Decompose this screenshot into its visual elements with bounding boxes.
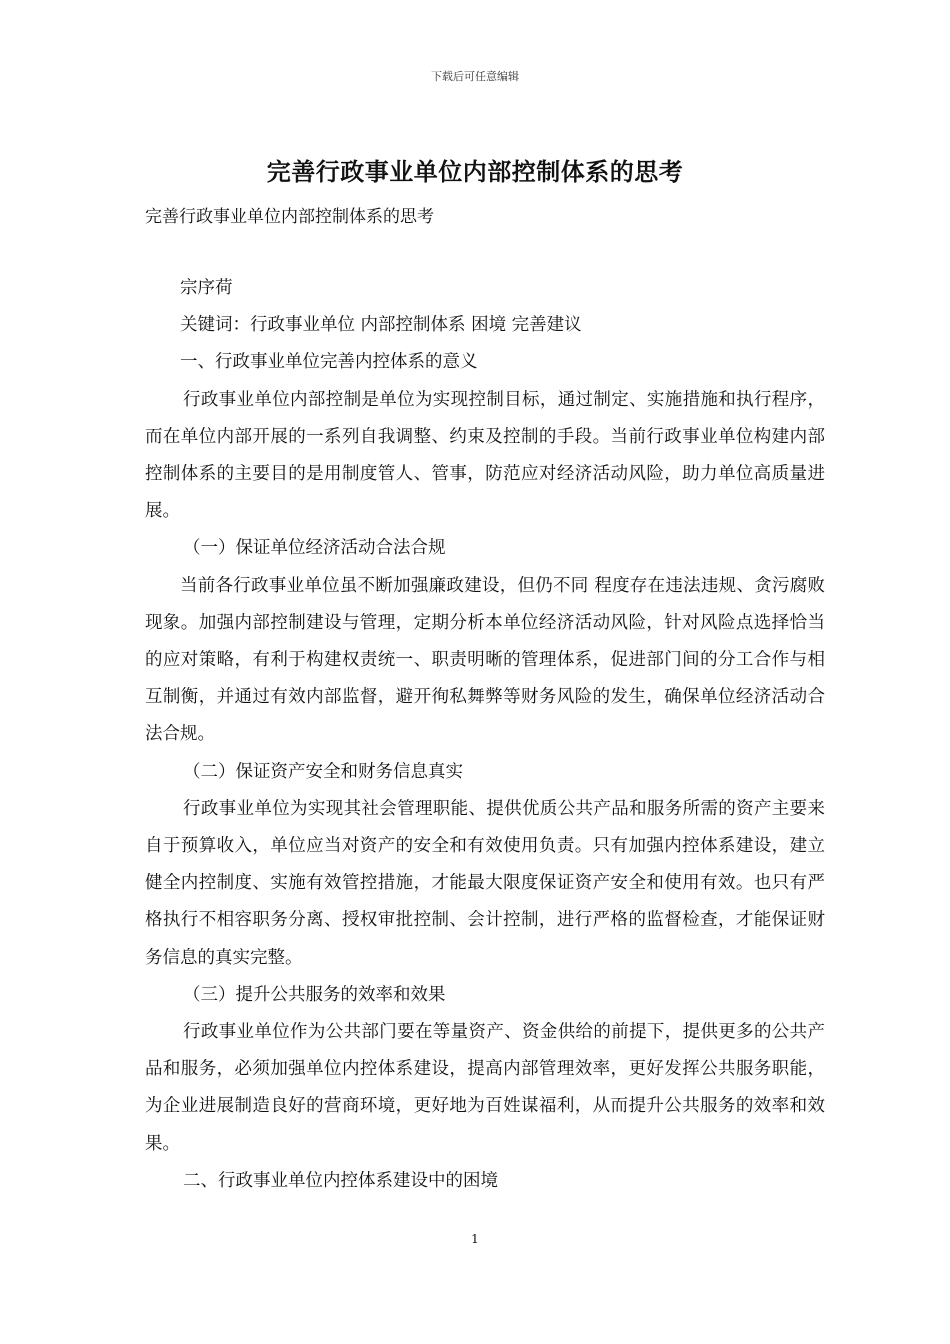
page-number: 1	[471, 1232, 479, 1246]
document-title: 完善行政事业单位内部控制体系的思考	[266, 157, 684, 186]
subsection-paragraph-3: 行政事业单位作为公共部门要在等量资产、资金供给的前提下，提供更多的公共产品和服务，必须加强单位内控体系建设，提高内部管理效率，更好发挥公共服务职能，为企业进展制造良好的营商环境，更好地为百姓谋福利，从而提升公共服务的效率和效果。	[145, 1022, 825, 1154]
keywords-line: 关键词：行政事业单位 内部控制体系 困境 完善建议	[180, 315, 582, 336]
page-header-note: 下载后可任意编辑	[431, 70, 519, 83]
subsection-heading-1: （一）保证单位经济活动合法合规	[183, 538, 446, 559]
subsection-paragraph-1: 当前各行政事业单位虽不断加强廉政建设，但仍不同 程度存在违法违规、贪污腐败现象。加强内部控制建设与管理，定期分析本单位经济活动风险，针对风险点选择恰当的应对策略，有利于构建权责统一、职责明晰的管理体系，促进部门间的分工合作与相互制衡，并通过有效内部监督，避开徇私舞弊等财务风险的发生，确保单位经济活动合法合规。	[145, 575, 825, 745]
section-heading-2: 二、行政事业单位内控体系建设中的困境	[183, 1170, 498, 1191]
author-name: 宗序荷	[180, 278, 233, 298]
subsection-paragraph-2: 行政事业单位为实现其社会管理职能、提供优质公共产品和服务所需的资产主要来自于预算收入，单位应当对资产的安全和有效使用负责。只有加强内控体系建设，建立健全内控制度、实施有效管控措施，才能最大限度保证资产安全和使用有效。也只有严格执行不相容职务分离、授权审批控制、会计控制，进行严格的监督检查，才能保证财务信息的真实完整。	[145, 798, 825, 968]
document-subtitle: 完善行政事业单位内部控制体系的思考	[145, 207, 434, 227]
subsection-heading-2: （二）保证资产安全和财务信息真实	[183, 761, 463, 782]
section-paragraph-1: 行政事业单位内部控制是单位为实现控制目标，通过制定、实施措施和执行程序，而在单位内部开展的一系列自我调整、约束及控制的手段。当前行政事业单位构建内部控制体系的主要目的是用制度管人、管事，防范应对经济活动风险，助力单位高质量进展。	[145, 389, 825, 522]
document-body	[145, 270, 825, 1200]
section-heading-1: 一、行政事业单位完善内控体系的意义	[180, 352, 478, 373]
subsection-heading-3: （三）提升公共服务的效率和效果	[183, 984, 446, 1005]
